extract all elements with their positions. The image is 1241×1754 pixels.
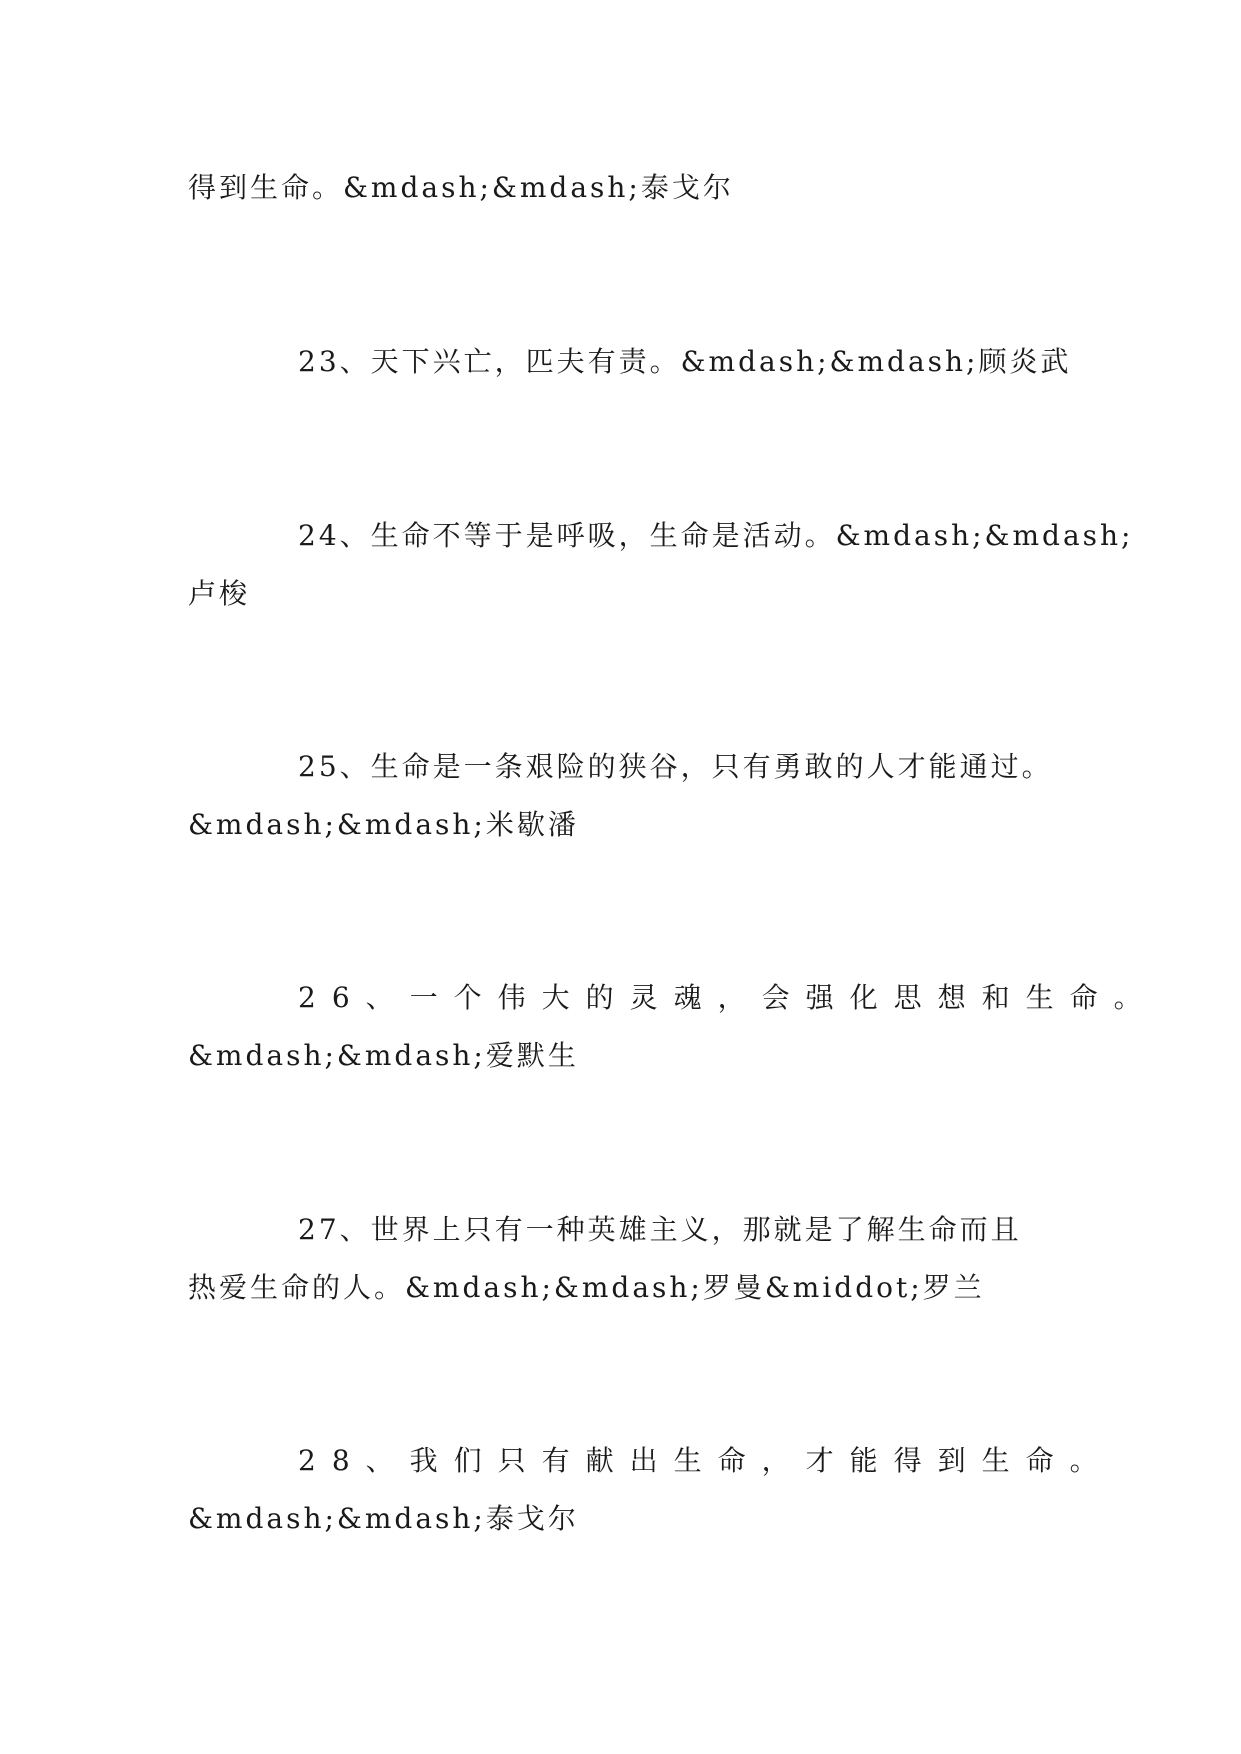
text-line-1: 得到生命。&mdash;&mdash;泰戈尔 [188, 171, 734, 204]
quote-26-line-1: 26、一个伟大的灵魂，会强化思想和生命。 [298, 981, 1158, 1014]
quote-27-line-2: 热爱生命的人。&mdash;&mdash;罗曼&middot;罗兰 [188, 1271, 985, 1304]
quote-24-line-1: 24、生命不等于是呼吸，生命是活动。&mdash;&mdash; [298, 519, 1134, 552]
quote-28-line-2: &mdash;&mdash;泰戈尔 [188, 1502, 579, 1535]
quote-26-line-2: &mdash;&mdash;爱默生 [188, 1039, 579, 1072]
quote-28-line-1: 28、我们只有献出生命，才能得到生命。 [298, 1444, 1114, 1477]
quote-27-line-1: 27、世界上只有一种英雄主义，那就是了解生命而且 [298, 1213, 1022, 1246]
quote-23: 23、天下兴亡，匹夫有责。&mdash;&mdash;顾炎武 [298, 345, 1072, 378]
quote-25-line-1: 25、生命是一条艰险的狭谷，只有勇敢的人才能通过。 [298, 750, 1053, 783]
quote-24-line-2: 卢梭 [188, 577, 251, 610]
quote-25-line-2: &mdash;&mdash;米歇潘 [188, 808, 579, 841]
